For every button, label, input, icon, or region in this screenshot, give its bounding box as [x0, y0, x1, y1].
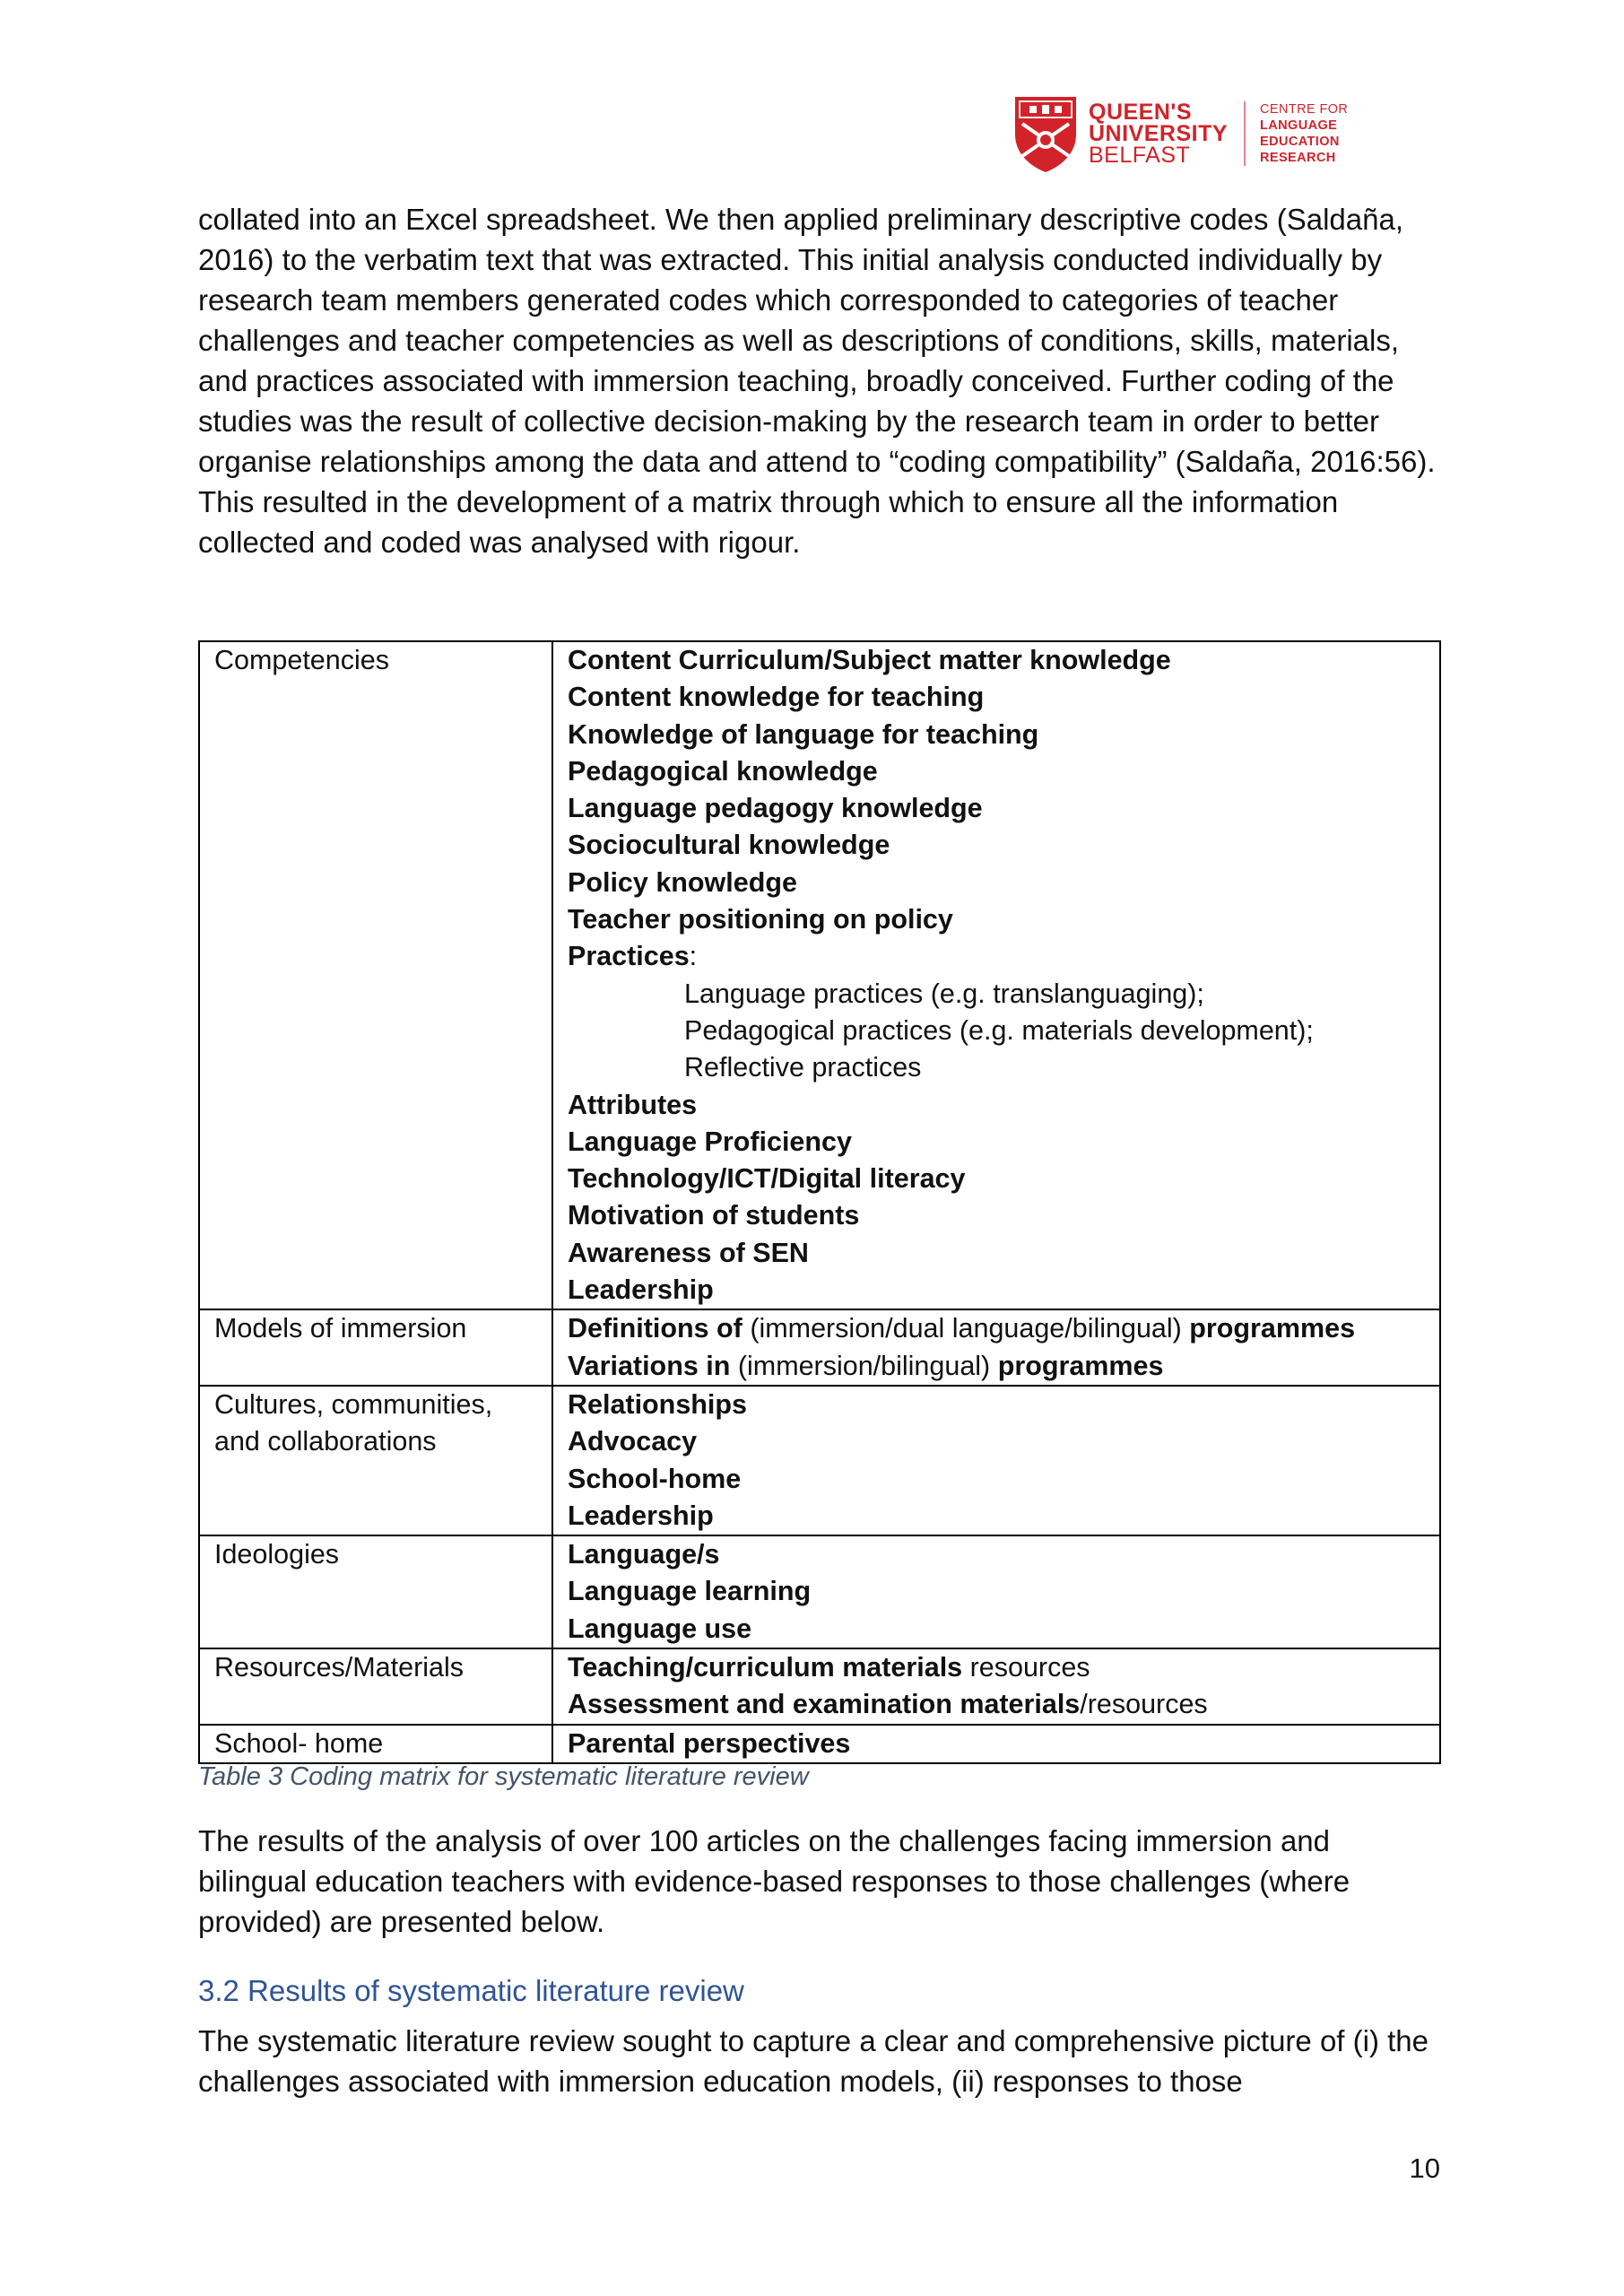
code-bold: Definitions of [568, 1313, 743, 1344]
codes-cell [552, 1535, 1440, 1648]
practice-item: Reflective practices [684, 1052, 922, 1083]
code-bold: programmes [1189, 1313, 1356, 1344]
university-name [1089, 101, 1228, 166]
code-item: Motivation of students [568, 1200, 860, 1231]
code-bold: Assessment and examination materials [568, 1689, 1081, 1720]
practice-item: Language practices (e.g. translanguaging); [684, 978, 1204, 1009]
code-item: Content knowledge for teaching [568, 682, 985, 713]
code-item: Language use [568, 1613, 752, 1644]
body-paragraph-2: The results of the analysis of over 100 articles on the challenges facing immersion and bilingual education teachers with evidence-based responses to those challenges (where provided) are presented below. [198, 1824, 1350, 1938]
category-cell [199, 1386, 552, 1535]
code-item [568, 1649, 1425, 1686]
code-item: Technology/ICT/Digital literacy [568, 1163, 966, 1195]
code-bold: programmes [997, 1350, 1164, 1381]
code-item [568, 1348, 1425, 1385]
code-bold: Teaching/curriculum materials [568, 1652, 963, 1683]
code-item: Language learning [568, 1576, 812, 1607]
codes-cell [552, 641, 1440, 1309]
code-item: Teacher positioning on policy [568, 904, 953, 935]
category-cell: Competencies [199, 641, 552, 1309]
logo-line-queens: QUEEN'S [1089, 100, 1193, 125]
centre-line-3: EDUCATION [1260, 135, 1340, 149]
code-item: Pedagogical knowledge [568, 755, 878, 787]
logo-line-belfast: BELFAST [1089, 143, 1191, 168]
code-item: Leadership [568, 1500, 714, 1531]
code-normal: (immersion/bilingual) [730, 1350, 998, 1381]
table-row [199, 641, 1440, 1309]
body-paragraph-1: collated into an Excel spreadsheet. We then applied preliminary descriptive codes (Saldaña, 2016) to the verbatim text that was extracted. This initial analysis conducted individually by research team members generated codes which corresponded to categories of teacher challenges and teacher competencies as well as descriptions of conditions, skills, materials, and practices associated with immersion teaching, broadly conceived. Further coding of the studies was the result of collective decision-making by the research team in order to better organise relationships among the data and attend to “coding compatibility” (Saldaña, 2016:56). This resulted in the development of a matrix through which to ensure all the information collected and coded was analysed with rigour. [198, 203, 1436, 559]
practices-colon: : [689, 941, 698, 972]
code-item [568, 1310, 1425, 1347]
code-normal: /resources [1080, 1689, 1208, 1720]
table-row [199, 1386, 1440, 1535]
code-item: Language Proficiency [568, 1126, 852, 1157]
page-number: 10 [1409, 2152, 1440, 2184]
table-caption: Table 3 Coding matrix for systematic literature review [198, 1762, 809, 1791]
codes-cell [552, 1725, 1440, 1763]
body-paragraph-3: The systematic literature review sought to capture a clear and comprehensive picture of (i) the challenges associated with immersion education models, (ii) responses to those [198, 2024, 1429, 2098]
code-item: Knowledge of language for teaching [568, 718, 1039, 750]
code-item: School-home [568, 1463, 742, 1494]
code-item: Sociocultural knowledge [568, 830, 890, 861]
code-item: Parental perspectives [568, 1727, 851, 1759]
code-item: Attributes [568, 1089, 698, 1120]
code-item: Content Curriculum/Subject matter knowledge [568, 645, 1171, 675]
category-line: and collaborations [214, 1426, 437, 1457]
code-normal: resources [962, 1652, 1090, 1683]
centre-line-2: LANGUAGE [1260, 118, 1338, 133]
logo-divider [1244, 101, 1246, 166]
codes-cell [552, 1386, 1440, 1535]
code-item: Policy knowledge [568, 866, 797, 898]
code-item: Leadership [568, 1274, 714, 1306]
code-item: Language/s [568, 1539, 720, 1570]
logo-line-university: UNIVERSITY [1089, 121, 1229, 146]
table-row [199, 1535, 1440, 1648]
category-cell: School- home [199, 1725, 552, 1763]
table-row [199, 1648, 1440, 1725]
codes-cell [552, 1309, 1440, 1386]
code-item: Awareness of SEN [568, 1237, 809, 1268]
table-row [199, 1725, 1440, 1763]
practices-heading [568, 938, 1425, 975]
category-cell: Resources/Materials [199, 1648, 552, 1725]
coding-matrix-table [198, 640, 1441, 1764]
codes-cell [552, 1648, 1440, 1725]
code-item: Language pedagogy knowledge [568, 793, 983, 824]
category-cell: Models of immersion [199, 1309, 552, 1386]
centre-name [1260, 101, 1348, 166]
table-row [199, 1309, 1440, 1386]
code-item: Relationships [568, 1388, 747, 1420]
code-item: Advocacy [568, 1426, 698, 1457]
centre-line-4: RESEARCH [1260, 151, 1336, 165]
university-logo [1012, 93, 1348, 174]
code-bold: Variations in [568, 1350, 731, 1381]
section-heading: 3.2 Results of systematic literature review [198, 1974, 744, 2007]
practice-item: Pedagogical practices (e.g. materials development); [684, 1014, 1314, 1046]
category-line: Cultures, communities, [214, 1388, 493, 1420]
code-normal: (immersion/dual language/bilingual) [742, 1313, 1190, 1344]
category-cell: Ideologies [199, 1535, 552, 1648]
centre-line-1: CENTRE FOR [1260, 102, 1349, 117]
crest-icon [1012, 93, 1080, 174]
practices-label: Practices [568, 941, 690, 972]
code-item [568, 1686, 1425, 1723]
